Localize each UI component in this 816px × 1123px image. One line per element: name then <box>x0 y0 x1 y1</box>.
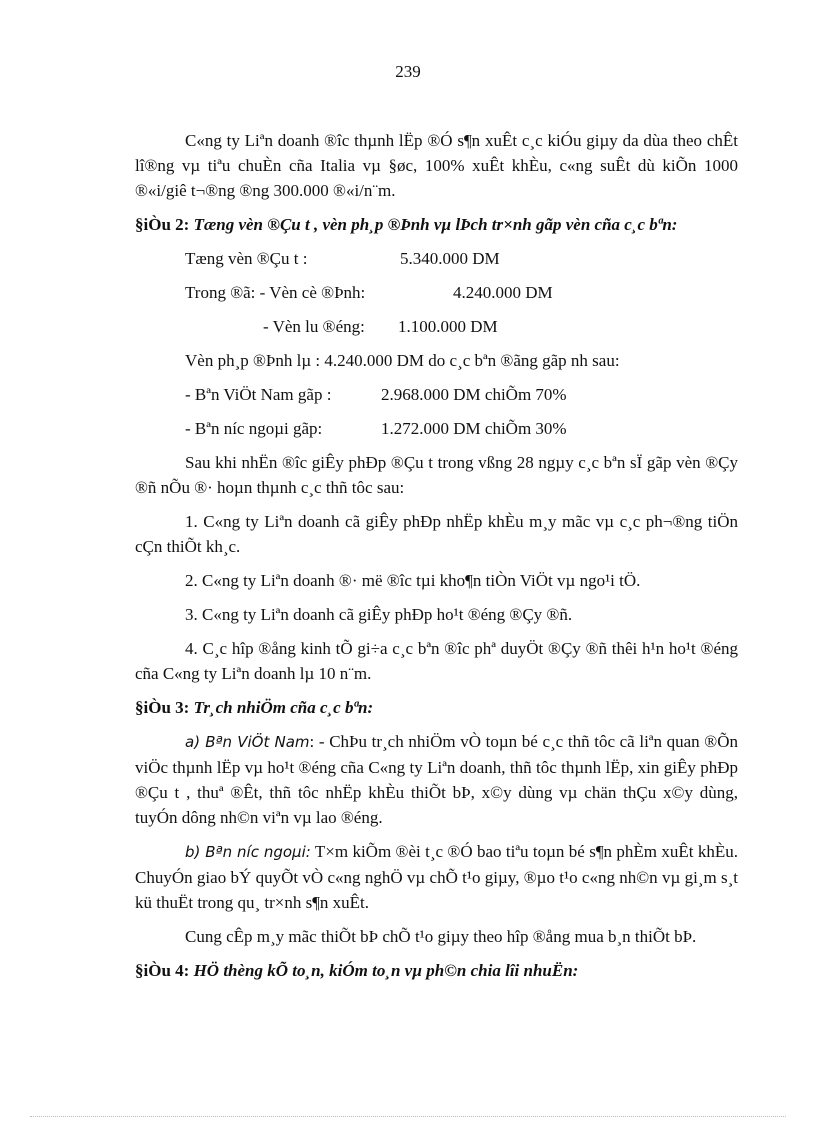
foreign-contribution-label: - Bªn níc ngoµi gãp: <box>185 419 323 438</box>
fixed-capital-label: Trong ®ã: - Vèn cè ®Þnh: <box>185 283 366 302</box>
working-capital-label: - Vèn lu ®éng: <box>263 317 365 336</box>
condition-item-1: 1. C«ng ty Liªn doanh cã giÊy phÐp nhËp khÈu m¸y mãc vµ c¸c ph¬®ng tiÖn cÇn thiÕt kh¸c. <box>135 512 738 556</box>
intro-line-1: C«ng ty Liªn doanh ®îc thµnh lËp ®Ó s¶n xuÊt c¸c kiÓu giµy da dùa <box>185 131 668 150</box>
paragraph-contribution-conditions: Sau khi nhËn ®îc giÊy phÐp ®Çu t trong vßng 28 ngµy c¸c bªn sÏ gãp vèn ®Çy ®ñ nÕu ®· hoµn thµnh c¸c thñ tôc sau: <box>135 453 738 497</box>
foreign-contribution-row <box>185 416 738 441</box>
article-2-title: Tæng vèn ®Çu t , vèn ph¸p ®Þnh vµ lÞch tr×nh gãp vèn cña c¸c bªn: <box>193 215 678 234</box>
condition-item-4: 4. C¸c hîp ®ång kinh tÕ gi÷a c¸c bªn ®îc phª duyÖt ®Çy ®ñ thêi h¹n ho¹t ®éng cña C«ng ty Liªn doanh lµ 10 n¨m. <box>135 639 738 683</box>
document-body <box>135 128 739 983</box>
condition-item-3: 3. C«ng ty Liªn doanh cã giÊy phÐp ho¹t ®éng ®Çy ®ñ. <box>185 605 573 624</box>
working-capital-value: 1.100.000 DM <box>398 317 498 336</box>
vn-responsibility-label: a) Bªn ViÖt Nam <box>185 733 310 751</box>
intro-line-2: theo chÊt lî®ng vµ tiªu chuÈn cña Italia vµ §øc, 100% xuÊt khÈu, c«ng suÊt dù kiÕn 1000 ®«i/giê t¬®ng ®ng 300.000 ®«i/n¨m. <box>135 131 739 200</box>
foreign-responsibility-label: b) Bªn níc ngoµi: <box>185 843 311 861</box>
foreign-contribution-value: 1.272.000 DM chiÕm 30% <box>381 419 567 438</box>
total-capital-row <box>185 246 738 271</box>
paragraph-intro <box>135 128 738 203</box>
article-2-label: §iÒu 2 <box>135 215 184 234</box>
paragraph-foreign-responsibilities <box>135 839 738 915</box>
paragraph-equipment-supply: Cung cÊp m¸y mãc thiÕt bÞ chÕ t¹o giµy theo hîp ®ång mua b¸n thiÕt bÞ. <box>185 927 697 946</box>
vn-contribution-label: - Bªn ViÖt Nam gãp : <box>185 385 332 404</box>
vn-contribution-row <box>185 382 738 407</box>
condition-item-2: 2. C«ng ty Liªn doanh ®· më ®îc tµi kho¶n tiÒn ViÖt vµ ngo¹i tÖ. <box>185 571 641 590</box>
article-4-label: §iÒu 4 <box>135 961 184 980</box>
paragraph-vn-responsibilities <box>135 729 738 830</box>
fixed-capital-value: 4.240.000 DM <box>453 283 553 302</box>
total-capital-label: Tæng vèn ®Çu t : <box>185 249 308 268</box>
article-2-heading: §iÒu 2: Tæng vèn ®Çu t , vèn ph¸p ®Þnh vµ lÞch tr×nh gãp vèn cña c¸c bªn: <box>135 215 678 234</box>
footer-divider <box>30 1116 786 1117</box>
article-3-label: §iÒu 3: <box>135 698 190 717</box>
total-capital-value: 5.340.000 DM <box>400 249 500 268</box>
fixed-capital-row <box>185 280 738 305</box>
working-capital-row <box>185 314 738 339</box>
article-3-heading <box>135 695 738 720</box>
legal-capital-line: Vèn ph¸p ®Þnh lµ : 4.240.000 DM do c¸c bªn ®ãng gãp nh sau: <box>185 351 620 370</box>
page-number: 239 <box>395 62 421 81</box>
foreign-responsibility-text: T×m kiÕm ®èi t¸c ®Ó bao tiªu toµn bé s¶n phÈm xuÊt khÈu. ChuyÓn giao bÝ quyÕt vÒ c«ng nghÖ vµ chÕ t¹o giµy, ®µo t¹o c«ng nh©n vµ gi¸m s¸t kü thuËt trong qu¸ tr×nh s¶n xuÊt. <box>135 842 738 912</box>
article-3-title: Tr¸ch nhiÖm cña c¸c bªn: <box>193 698 374 717</box>
vn-responsibility-text: : - ChÞu tr¸ch nhiÖm vÒ toµn bé c¸c thñ tôc cã liªn quan ®Õn viÖc thµnh lËp vµ ho¹t ®éng cña C«ng ty Liªn doanh, thñ tôc thµnh lËp, xin giÊy phÐp ®Çu t , thuª ®Êt, thñ tôc nhËp khÈu thiÕt bÞ, x©y dùng vµ chän thÇu x©y dùng, tuyÓn dông nh©n viªn vµ lao ®éng. <box>135 732 739 827</box>
article-4-title: HÖ thèng kÕ to¸n, kiÓm to¸n vµ ph©n chia lîi nhuËn: <box>193 961 579 980</box>
vn-contribution-value: 2.968.000 DM chiÕm 70% <box>381 385 567 404</box>
article-4-heading: §iÒu 4: HÖ thèng kÕ to¸n, kiÓm to¸n vµ ph©n chia lîi nhuËn: <box>135 961 579 980</box>
